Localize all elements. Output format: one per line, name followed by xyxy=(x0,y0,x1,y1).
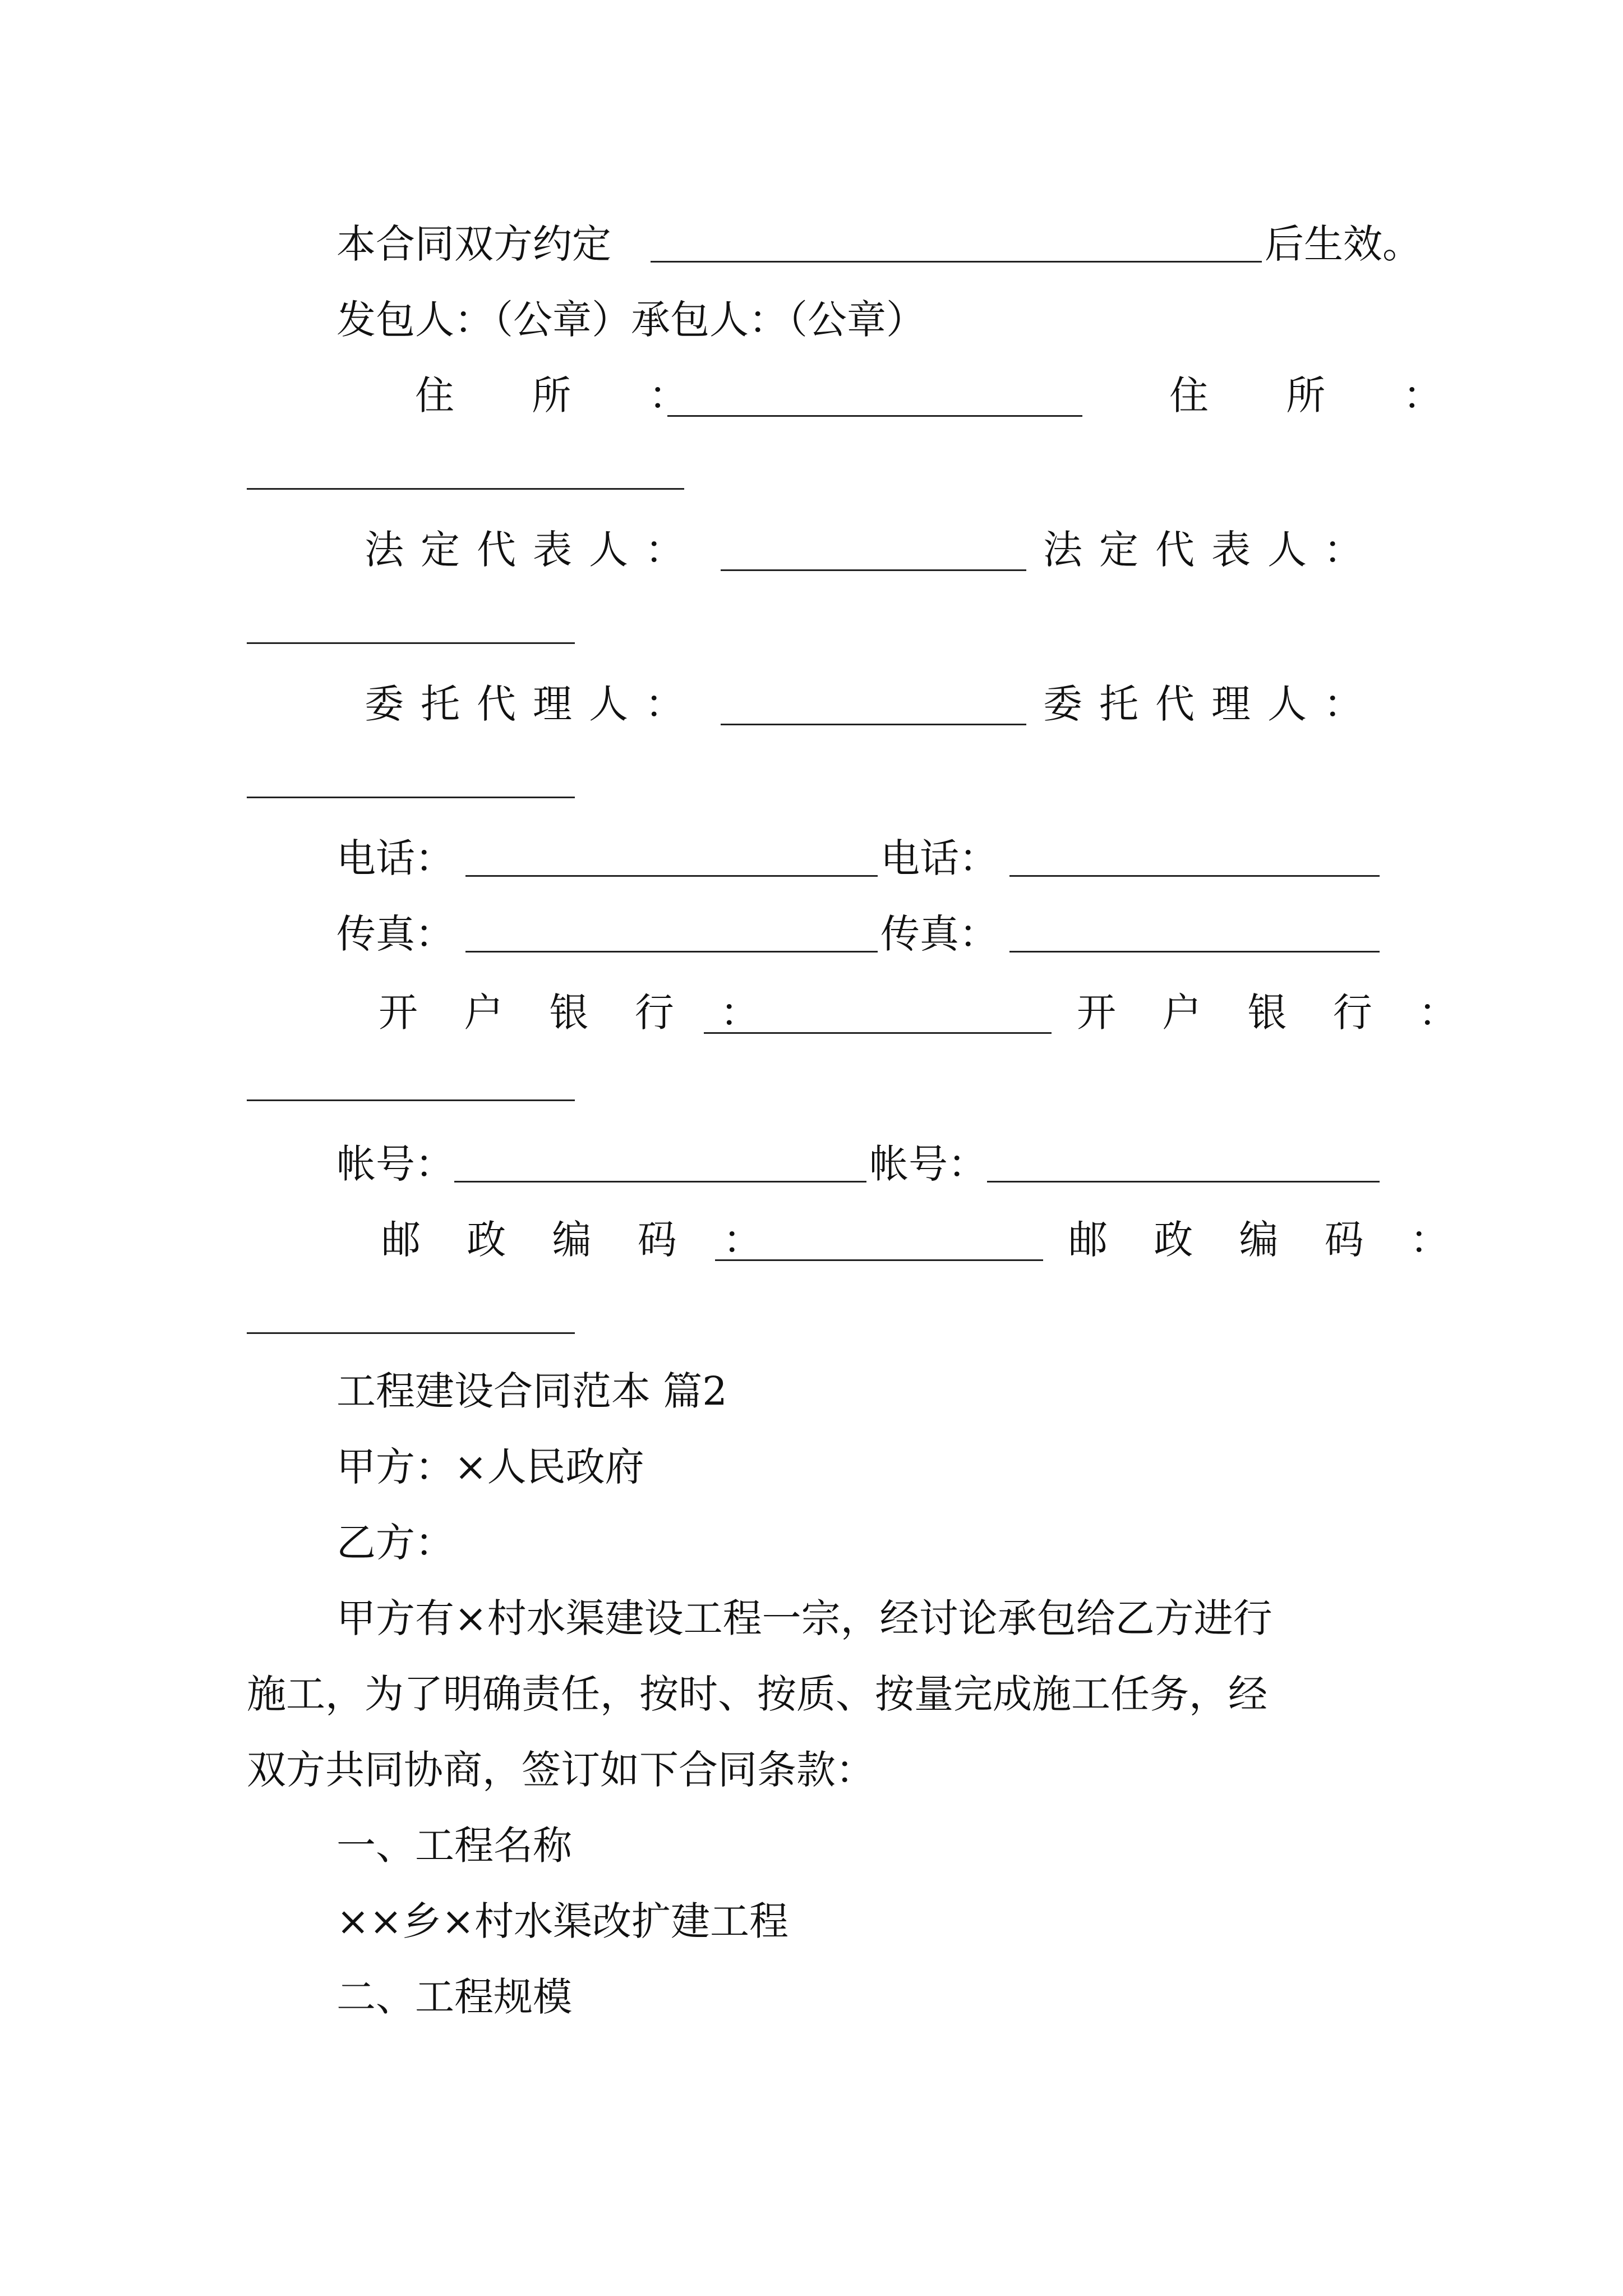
paragraph-text-1: 甲方有×村水渠建设工程一宗，经讨论承包给乙方进行 xyxy=(336,1595,1272,1641)
effect-clause-prefix: 本合同双方约定 xyxy=(336,221,611,267)
account-label-employer: 帐号： xyxy=(336,1141,454,1187)
agent-label-contractor: 委托代理人： xyxy=(1043,681,1380,727)
phone-line xyxy=(0,819,1623,898)
address-blank-contractor xyxy=(247,488,684,490)
item1-heading-line xyxy=(0,1806,1623,1885)
postcode-blank-contractor xyxy=(247,1332,575,1334)
effect-clause-suffix: 后生效。 xyxy=(1265,221,1422,267)
item1-content: ××乡×村水渠改扩建工程 xyxy=(336,1898,789,1944)
item1-heading: 一、工程名称 xyxy=(336,1823,572,1869)
parties-seal-line xyxy=(0,280,1623,359)
postcode-blank-employer xyxy=(715,1259,1043,1261)
address-line xyxy=(0,356,1623,435)
party-b-text: 乙方： xyxy=(336,1520,454,1566)
paragraph-line-3 xyxy=(0,1731,1623,1809)
account-line xyxy=(0,1125,1623,1203)
effect-condition-blank xyxy=(651,261,1262,263)
phone-blank-employer xyxy=(465,875,878,877)
phone-blank-contractor xyxy=(1009,875,1380,877)
item1-content-line xyxy=(0,1882,1623,1961)
legal-rep-blank-contractor xyxy=(247,642,575,644)
postcode-label-employer: 邮 政 编 码 ： xyxy=(381,1217,780,1263)
fax-line xyxy=(0,895,1623,973)
fax-label-contractor: 传真： xyxy=(880,911,998,957)
section-heading: 工程建设合同范本 篇2 xyxy=(336,1368,727,1414)
fax-blank-contractor xyxy=(1009,951,1380,953)
party-a-line xyxy=(0,1428,1623,1506)
address-label-employer: 住 所 ： xyxy=(415,372,721,418)
postcode-line xyxy=(0,1200,1623,1279)
legal-rep-blank-employer xyxy=(721,569,1026,571)
item2-heading: 二、工程规模 xyxy=(336,1974,572,2020)
address-blank-employer xyxy=(667,415,1082,417)
agent-label-employer: 委托代理人： xyxy=(365,681,701,727)
postcode-label-contractor: 邮 政 编 码 ： xyxy=(1068,1217,1467,1263)
bank-blank-employer xyxy=(704,1032,1052,1034)
party-b-line xyxy=(0,1503,1623,1582)
account-label-contractor: 帐号： xyxy=(869,1141,987,1187)
parties-seal-text: 发包人：（公章）承包人：（公章） xyxy=(336,297,925,343)
agent-blank-employer xyxy=(721,724,1026,725)
paragraph-text-3: 双方共同协商，签订如下合同条款： xyxy=(247,1747,875,1793)
item2-heading-line xyxy=(0,1958,1623,2036)
paragraph-line-1 xyxy=(0,1579,1623,1658)
account-blank-contractor xyxy=(987,1181,1380,1182)
phone-label-contractor: 电话： xyxy=(880,835,998,881)
bank-blank-contractor xyxy=(247,1099,575,1101)
legal-rep-line xyxy=(0,510,1623,589)
paragraph-text-2: 施工，为了明确责任，按时、按质、按量完成施工任务，经 xyxy=(247,1671,1267,1717)
legal-rep-label-contractor: 法定代表人： xyxy=(1043,527,1380,573)
effect-clause-line xyxy=(0,205,1623,283)
bank-label-contractor: 开 户 银 行 ： xyxy=(1077,990,1475,1036)
party-a-text: 甲方：×人民政府 xyxy=(336,1444,644,1490)
phone-label-employer: 电话： xyxy=(336,835,454,881)
account-blank-employer xyxy=(454,1181,866,1182)
fax-blank-employer xyxy=(465,951,878,953)
fax-label-employer: 传真： xyxy=(336,911,454,957)
legal-rep-label-employer: 法定代表人： xyxy=(365,527,701,573)
bank-label-employer: 开 户 银 行 ： xyxy=(379,990,777,1036)
address-label-contractor: 住 所 ： xyxy=(1169,372,1475,418)
bank-line xyxy=(0,973,1623,1052)
agent-blank-contractor xyxy=(247,797,575,798)
agent-line xyxy=(0,665,1623,743)
paragraph-line-2 xyxy=(0,1655,1623,1733)
section-heading-line xyxy=(0,1352,1623,1430)
